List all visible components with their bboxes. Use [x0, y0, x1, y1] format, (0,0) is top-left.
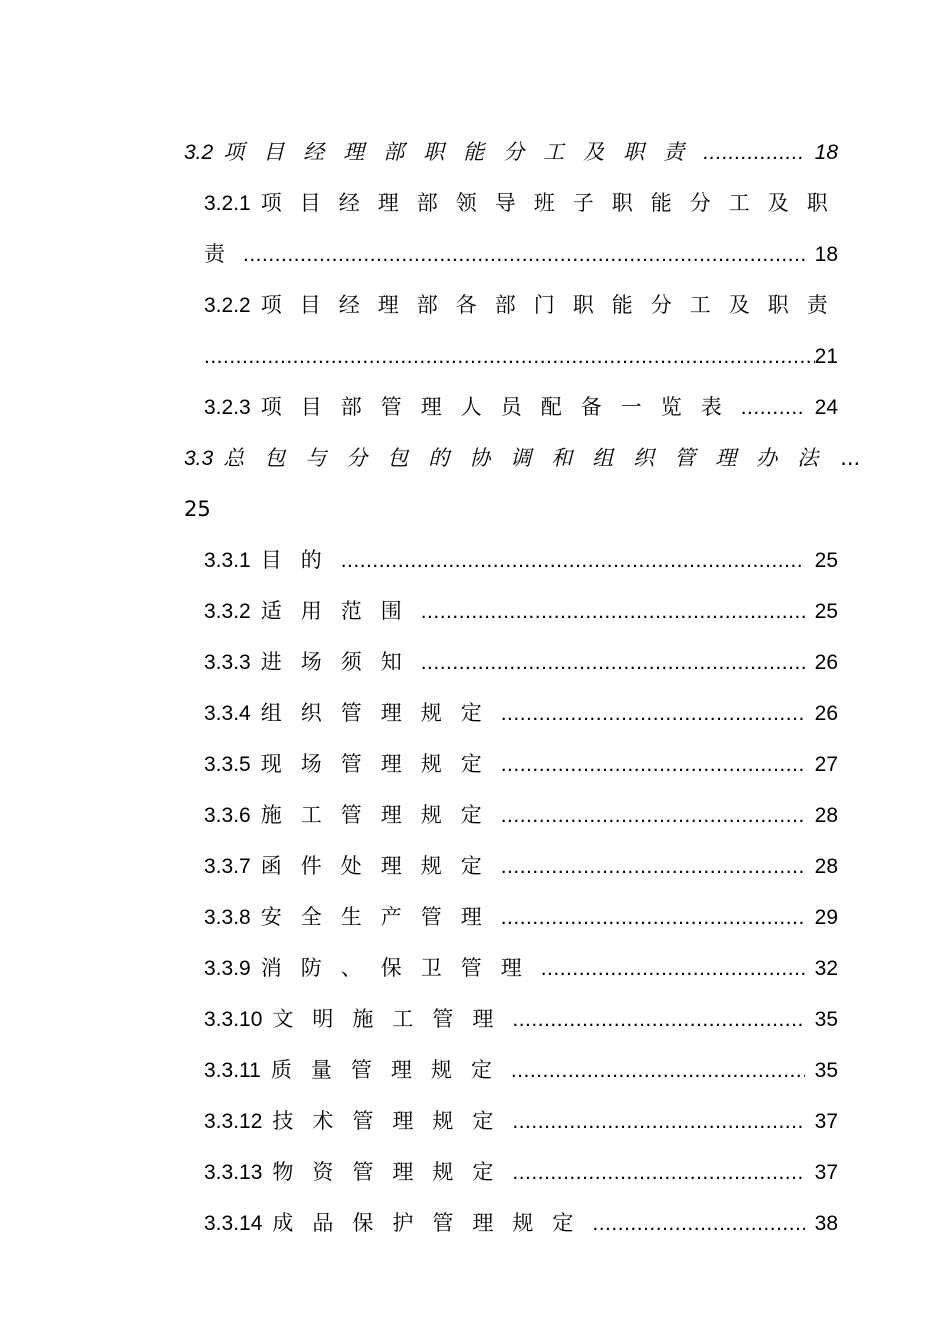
toc-title: 施工管理规定: [260, 803, 501, 827]
toc-entry-3-2-1[interactable]: [204, 178, 846, 229]
toc-leader: [421, 637, 805, 688]
toc-page: 29: [814, 906, 838, 929]
toc-page: 38: [814, 1212, 838, 1235]
toc-page: 35: [814, 1008, 838, 1031]
toc-number: 3.3.7: [204, 855, 251, 878]
toc-page: 24: [814, 396, 838, 419]
toc-entry-3-2-2-continued[interactable]: [204, 331, 838, 382]
toc-entry-3-2-1-continued[interactable]: [204, 229, 838, 280]
toc-leader: [512, 1096, 804, 1147]
toc-number: 3.3.9: [204, 957, 251, 980]
toc-title: 进场须知: [260, 650, 421, 674]
toc-number: 3.3.11: [204, 1059, 261, 1082]
toc-title: 成品保护管理规定: [272, 1211, 593, 1235]
toc-number: 3.2.2: [204, 294, 251, 317]
toc-number: 3.3.14: [204, 1212, 263, 1235]
toc-title: 组织管理规定: [260, 701, 501, 725]
toc-entry-3-3-6[interactable]: [204, 790, 838, 841]
toc-entry-3-3-8[interactable]: [204, 892, 838, 943]
toc-page: 25: [184, 497, 211, 521]
toc-title: 消防、保卫管理: [260, 956, 541, 980]
toc-number: 3.3.10: [204, 1008, 263, 1031]
toc-number: 3.3.6: [204, 804, 251, 827]
toc-number: 3.2: [184, 141, 214, 164]
toc-number: 3.3.3: [204, 651, 251, 674]
toc-title: 文明施工管理: [272, 1007, 513, 1031]
toc-leader: [512, 1147, 804, 1198]
toc-entry-3-2[interactable]: [184, 127, 838, 178]
toc-page: 27: [814, 753, 838, 776]
toc-page: 37: [814, 1110, 838, 1133]
toc-entry-3-2-3[interactable]: [204, 382, 838, 433]
toc-page: 28: [814, 804, 838, 827]
toc-entry-3-3-12[interactable]: [204, 1096, 838, 1147]
toc-leader: [511, 1045, 805, 1096]
toc-title: 适用范围: [260, 599, 421, 623]
toc-page: 18: [814, 243, 838, 266]
toc-leader: [501, 688, 805, 739]
toc-number: 3.3.12: [204, 1110, 263, 1133]
toc-title-continued: 责: [204, 242, 225, 266]
toc-page: 28: [814, 855, 838, 878]
toc-leader: [501, 892, 805, 943]
toc-entry-3-3-11[interactable]: [204, 1045, 838, 1096]
toc-page: 25: [814, 600, 838, 623]
toc-title: 函件处理规定: [260, 854, 501, 878]
toc-leader: [501, 841, 805, 892]
toc-leader: [592, 1198, 804, 1249]
toc-title: 项目部管理人员配备一览表: [260, 395, 741, 419]
toc-leader: [703, 127, 804, 178]
toc-entry-3-3-9[interactable]: [204, 943, 838, 994]
toc-entry-3-3-10[interactable]: [204, 994, 838, 1045]
toc-entry-3-3[interactable]: [184, 433, 861, 484]
toc-title: 物资管理规定: [272, 1160, 513, 1184]
toc-entry-3-3-4[interactable]: [204, 688, 838, 739]
toc-page: 32: [814, 957, 838, 980]
toc-leader: [421, 586, 805, 637]
toc-leader: [204, 331, 815, 382]
toc-title: 质量管理规定: [270, 1058, 511, 1082]
toc-entry-3-3-1[interactable]: [204, 535, 838, 586]
toc-entry-3-2-2[interactable]: [204, 280, 846, 331]
toc-entry-3-3-14[interactable]: [204, 1198, 838, 1249]
toc-page: 21: [814, 345, 838, 368]
toc-title: 技术管理规定: [272, 1109, 513, 1133]
toc-page: 37: [814, 1161, 838, 1184]
toc-entry-3-3-2[interactable]: [204, 586, 838, 637]
toc-title: 目的: [260, 548, 341, 572]
toc-entry-3-3-13[interactable]: [204, 1147, 838, 1198]
toc-title: 现场管理规定: [260, 752, 501, 776]
toc-leader: [341, 535, 805, 586]
toc-title: 项目经理部职能分工及职责: [223, 140, 704, 164]
toc-page: 26: [814, 651, 838, 674]
toc-number: 3.3.1: [204, 549, 251, 572]
toc-leader: [501, 790, 805, 841]
toc-title: 安全生产管理: [260, 905, 501, 929]
toc-entry-3-3-3[interactable]: [204, 637, 838, 688]
toc-number: 3.3.2: [204, 600, 251, 623]
toc-number: 3.2.3: [204, 396, 251, 419]
toc-leader: [541, 943, 805, 994]
toc-page: 26: [814, 702, 838, 725]
toc-title: 项目经理部领导班子职能分工及职: [260, 191, 846, 215]
toc-leader: [512, 994, 804, 1045]
toc-leader: ...: [840, 446, 861, 470]
toc-number: 3.3.13: [204, 1161, 263, 1184]
toc-number: 3.3.8: [204, 906, 251, 929]
toc-leader: [501, 739, 805, 790]
toc-title: 总包与分包的协调和组织管理办法: [223, 446, 839, 470]
toc-title: 项目经理部各部门职能分工及职责: [260, 293, 846, 317]
toc-number: 3.2.1: [204, 192, 251, 215]
toc-leader: [243, 229, 805, 280]
toc-number: 3.3.5: [204, 753, 251, 776]
toc-page: 25: [814, 549, 838, 572]
toc-number: 3.3.4: [204, 702, 251, 725]
toc-entry-3-3-7[interactable]: [204, 841, 838, 892]
toc-leader: [741, 382, 805, 433]
toc-page: 18: [814, 141, 838, 164]
toc-number: 3.3: [184, 447, 214, 470]
toc-entry-3-3-5[interactable]: [204, 739, 838, 790]
toc-page: 35: [814, 1059, 838, 1082]
